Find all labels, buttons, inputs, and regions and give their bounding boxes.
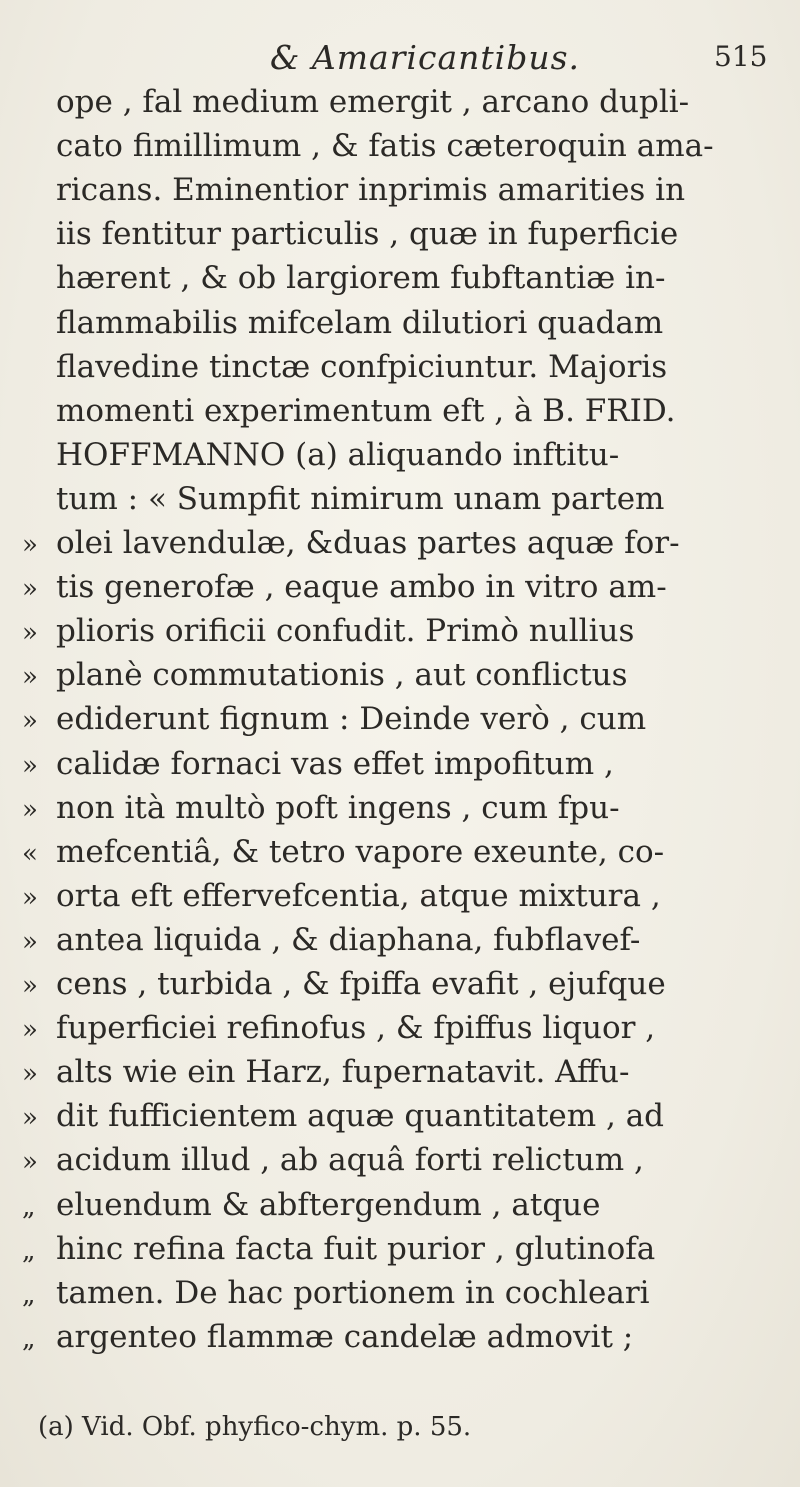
quotation-mark: » bbox=[22, 926, 38, 957]
text-line bbox=[22, 697, 646, 741]
line-text: flammabilis mifcelam dilutiori quadam bbox=[56, 304, 664, 341]
text-line bbox=[22, 1271, 650, 1315]
quotation-mark: « bbox=[22, 838, 38, 869]
line-text: argenteo flammæ candelæ admovit ; bbox=[56, 1318, 634, 1355]
text-line bbox=[22, 742, 614, 786]
text-line bbox=[56, 80, 689, 124]
quotation-mark: » bbox=[22, 1015, 38, 1046]
text-line bbox=[22, 1138, 644, 1182]
line-text: eluendum & abftergendum , atque bbox=[56, 1186, 601, 1223]
text-line bbox=[22, 1050, 629, 1094]
quotation-mark: „ bbox=[22, 1191, 36, 1222]
quotation-mark: » bbox=[22, 1103, 38, 1134]
line-text: ope , fal medium emergit , arcano dupli- bbox=[56, 84, 690, 120]
text-line bbox=[56, 477, 664, 521]
line-text: planè commutationis , aut conflictus bbox=[56, 657, 628, 694]
quotation-mark: » bbox=[22, 662, 38, 693]
text-line bbox=[22, 786, 620, 830]
line-text: hærent , & ob largiorem fubftantiæ in- bbox=[56, 260, 666, 297]
text-line bbox=[56, 389, 676, 433]
line-text: acidum illud , ab aquâ forti relictum , bbox=[56, 1142, 644, 1179]
text-line bbox=[22, 653, 628, 697]
line-text: ricans. Eminentior inprimis amarities in bbox=[56, 172, 686, 209]
quotation-mark: „ bbox=[22, 1279, 36, 1310]
text-line bbox=[22, 918, 640, 962]
quotation-mark: » bbox=[22, 574, 38, 605]
line-text: tis generofæ , eaque ambo in vitro am- bbox=[56, 569, 667, 606]
line-text: cato fimillimum , & fatis cæteroquin ama- bbox=[56, 128, 714, 165]
text-line bbox=[22, 1006, 655, 1050]
text-line bbox=[22, 565, 667, 609]
quotation-mark: » bbox=[22, 1147, 38, 1178]
line-text: momenti experimentum eft , à B. FRID. bbox=[56, 392, 676, 429]
line-text: fuperficiei refinofus , & fpiffus liquor , bbox=[56, 1010, 656, 1047]
text-line bbox=[22, 1227, 655, 1271]
text-line bbox=[56, 433, 619, 477]
quotation-mark: » bbox=[22, 750, 38, 781]
line-text: dit fufficientem aquæ quantitatem , ad bbox=[56, 1098, 665, 1135]
text-line bbox=[56, 124, 714, 168]
quotation-mark: » bbox=[22, 794, 38, 825]
quotation-mark: » bbox=[22, 971, 38, 1001]
text-line bbox=[56, 345, 667, 389]
line-text: mefcentiâ, & tetro vapore exeunte, co- bbox=[56, 833, 665, 870]
line-text: iis fentitur particulis , quæ in fuperficie bbox=[56, 216, 679, 253]
line-text: tum : « Sumpfit nimirum unam partem bbox=[56, 480, 665, 517]
line-text: hinc refina facta fuit purior , glutinofa bbox=[56, 1230, 656, 1267]
line-text: plioris orificii confudit. Primò nullius bbox=[56, 613, 635, 650]
line-text: antea liquida , & diaphana, fubflavef- bbox=[56, 921, 641, 958]
line-text: calidæ fornaci vas effet impofitum , bbox=[56, 745, 614, 782]
quotation-mark: » bbox=[22, 530, 38, 560]
line-text: cens , turbida , & fpiffa evafit , ejufque bbox=[56, 966, 666, 1002]
quotation-mark: » bbox=[22, 1059, 38, 1090]
text-line bbox=[56, 256, 666, 300]
line-text: orta eft effervefcentia, atque mixtura , bbox=[56, 877, 661, 914]
quotation-mark: „ bbox=[22, 1323, 36, 1354]
quotation-mark: » bbox=[22, 618, 38, 649]
text-line bbox=[22, 1183, 600, 1227]
text-line bbox=[22, 962, 666, 1006]
line-text: alts wie ein Harz, fupernatavit. Affu- bbox=[56, 1054, 630, 1091]
text-line bbox=[22, 1094, 664, 1138]
running-title: & Amaricantibus. bbox=[270, 38, 581, 77]
text-line bbox=[22, 609, 634, 653]
text-line bbox=[56, 212, 678, 256]
quotation-mark: „ bbox=[22, 1235, 36, 1266]
page-number: 515 bbox=[714, 40, 768, 73]
page-header bbox=[0, 38, 800, 78]
footnote: (a) Vid. Obf. phyfico-chym. p. 55. bbox=[38, 1412, 472, 1442]
text-line bbox=[22, 874, 661, 918]
line-text: ediderunt fignum : Deinde verò , cum bbox=[56, 701, 647, 738]
text-line bbox=[22, 521, 680, 565]
text-line bbox=[22, 830, 664, 874]
line-text: HOFFMANNO (a) aliquando inftitu- bbox=[56, 436, 620, 473]
text-line bbox=[56, 301, 663, 345]
quotation-mark: » bbox=[22, 706, 38, 737]
text-line bbox=[56, 168, 685, 212]
quotation-mark: » bbox=[22, 882, 38, 913]
text-line bbox=[22, 1315, 633, 1359]
line-text: olei lavendulæ, &duas partes aquæ for- bbox=[56, 525, 680, 561]
line-text: non ità multò poft ingens , cum fpu- bbox=[56, 789, 620, 826]
line-text: flavedine tinctæ confpiciuntur. Majoris bbox=[56, 348, 668, 385]
line-text: tamen. De hac portionem in cochleari bbox=[56, 1274, 650, 1311]
